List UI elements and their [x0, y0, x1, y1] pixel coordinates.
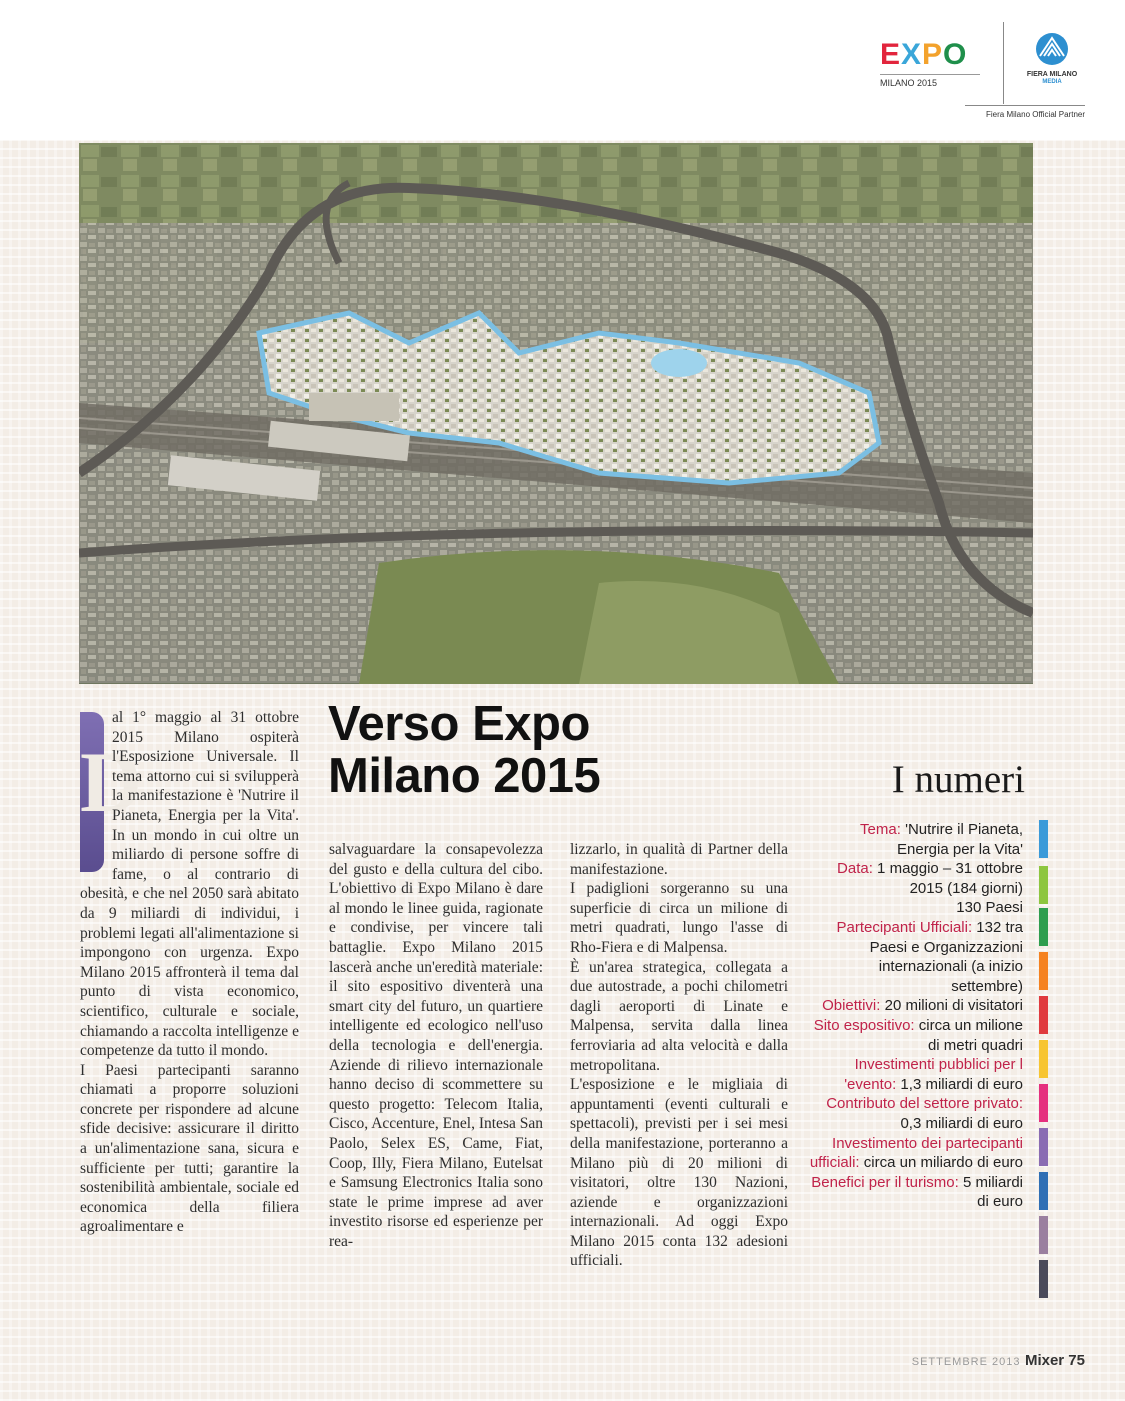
article-column-3: [570, 840, 788, 1271]
fact-sito: [805, 1016, 1023, 1055]
fact-value: 130 Paesi: [956, 899, 1023, 917]
fact-value: 1 maggio – 31 ottobre 2015 (184 giorni): [872, 860, 1023, 897]
article-title: Verso Expo Milano 2015: [328, 697, 601, 803]
fact-investimento-partecipanti: [805, 1134, 1023, 1173]
fact-data: [805, 859, 1023, 898]
stripe-2: [1039, 866, 1048, 904]
stripe-7: [1039, 1084, 1048, 1122]
stripe-8: [1039, 1128, 1048, 1166]
fact-investimenti-pubblici: [805, 1055, 1023, 1094]
dropcap-d: [80, 712, 143, 872]
fact-value: 132 tra Paesi e Organizzazioni internazionali (a inizio settembre): [869, 918, 1023, 995]
expo-letter-p: P: [922, 38, 942, 71]
fact-value: circa un miliardo di euro: [859, 1154, 1023, 1172]
stripe-3: [1039, 908, 1048, 946]
fact-label: Benefici per il turismo:: [811, 1173, 959, 1191]
header-divider: [1003, 22, 1004, 104]
fact-value: 1,3 miliardi di euro: [896, 1075, 1023, 1093]
dropcap-letter: D: [80, 734, 143, 830]
sidebar-numbers: [805, 820, 1023, 1212]
expo-letter-o: O: [943, 38, 966, 71]
stripe-4: [1039, 952, 1048, 990]
fact-obiettivi: [805, 996, 1023, 1016]
column-3-paragraph-1: lizzarlo, in qualità di Partner della manifestazione.: [570, 841, 788, 878]
stripe-6: [1039, 1040, 1048, 1078]
fact-value: 0,3 miliardi di euro: [900, 1114, 1023, 1132]
stripe-11: [1039, 1260, 1048, 1298]
stripe-9: [1039, 1172, 1048, 1210]
fact-partecipanti: [805, 918, 1023, 996]
page-header: [0, 0, 1125, 140]
page-footer: [870, 1352, 1085, 1370]
column-2-paragraph-1: salvaguardare la consapevolezza del gusto e della cultura del cibo. L'obiettivo di Expo Milano è dare al mondo le linee guida, ragionate e condivise, per vincere tali battaglie. Expo Milano 2015 lascerà anche un'eredità materiale: il sito espositivo diventerà una smart city del futuro, un quartiere intelligente ed ecologico nell'uso della tecnologia e dell'energia. Aziende di rilievo internazionale hanno deciso di scommettere su questo progetto: Telecom Italia, Cisco, Accenture, Enel, Intesa San Paolo, Selex ES, Came, Fiat, Coop, Illy, Fiera Milano, Eutelsat e Samsung Electronics Italia sono state le prime imprese ad aver investito risorse ed esperienze per rea-: [329, 841, 543, 1250]
expo-letter-x: X: [901, 38, 921, 71]
expo-city-label: MILANO 2015: [880, 74, 980, 88]
fact-contributo-privato: [805, 1094, 1023, 1133]
expo-letter-e: E: [880, 38, 900, 71]
column-1-paragraph-1: al 1° maggio al 31 ottobre 2015 Milano ospiterà l'Esposizione Universale. Il tema attorno cui si svilupperà la manifestazione è 'Nutrire il Pianeta, Energia per la Vita'. In un mondo in cui oltre un miliardo di persone soffre di fame, o al contrario di obesità, e che nel 2050 sarà abitato da 9 miliardi di individui, i problemi legati all'alimentazione si impongono con urgenza. Expo Milano 2015 affronterà il tema dal punto di vista economico, scientifico, culturale e sociale, chiamando a raccolta intelligenze e competenze da tutto il mondo.: [80, 709, 299, 1060]
sidebar-title: I numeri: [891, 758, 1025, 801]
fact-label: Data:: [837, 860, 873, 878]
expo-milano-logo: [880, 40, 990, 96]
partner-rule: [965, 105, 1085, 106]
fact-turismo: [805, 1173, 1023, 1212]
stripe-10: [1039, 1216, 1048, 1254]
fiera-name: FIERA MILANO: [1026, 71, 1078, 78]
fact-label: Obiettivi:: [822, 997, 881, 1015]
fiera-mark-icon: [1032, 32, 1072, 66]
fact-label: Investimenti pubblici per l 'evento:: [844, 1056, 1023, 1093]
fact-value: 5 miliardi di euro: [958, 1173, 1023, 1211]
aerial-photo: [79, 143, 1033, 684]
column-3-paragraph-2: I padiglioni sorgeranno su una superficie di circa un milione di metri quadrati, lungo l'asse di Rho-Fiera e di Malpensa.: [570, 880, 788, 956]
column-3-paragraph-3: È un'area strategica, collegata a due autostrade, a pochi chilometri dagli aeroporti di Linate e Malpensa, servita dalla linea ferroviaria ad alta velocità e dalla metropolitana.: [570, 958, 788, 1074]
fact-label: Partecipanti Ufficiali:: [836, 918, 973, 936]
stripe-1: [1039, 820, 1048, 858]
fact-label: Sito espositivo:: [813, 1016, 915, 1034]
fact-value: circa un milione di metri quadri: [914, 1016, 1023, 1054]
stripe-5: [1039, 996, 1048, 1034]
partner-text: Fiera Milano Official Partner: [986, 110, 1085, 119]
fact-value: 20 milioni di visitatori: [880, 997, 1023, 1015]
magazine-page: Mixer 75: [1024, 1352, 1085, 1369]
fact-paesi: [805, 898, 1023, 918]
fact-label: Investimento dei partecipanti ufficiali:: [809, 1134, 1023, 1172]
fiera-milano-media-logo: [1022, 32, 1082, 88]
fact-value: 'Nutrire il Pianeta, Energia per la Vita': [897, 821, 1023, 858]
article-column-1: [80, 708, 299, 1237]
fact-label: Tema:: [860, 821, 901, 838]
fact-label: Contributo del settore privato:: [826, 1095, 1023, 1113]
column-1-paragraph-2: I Paesi partecipanti saranno chiamati a proporre soluzioni concrete per rispondere ad alcune sfide decisive: assicurare il diritto a un'alimentazione sana, sicura e sufficiente per tutti; garantire la sostenibilità ambientale, sociale ed economica della filiera agroalimentare e: [80, 1061, 299, 1236]
article-column-2: [329, 840, 543, 1251]
aerial-photo-illustration: [79, 143, 1033, 684]
column-3-paragraph-4: L'esposizione e le migliaia di appuntamenti (eventi culturali e spettacoli), previsti per i sei mesi della manifestazione, porteranno a Milano più di 20 milioni di visitatori, oltre 130 Nazioni, aziende e organizzazioni internazionali. Ad oggi Expo Milano 2015 conta 132 adesioni ufficiali.: [570, 1076, 788, 1270]
fact-tema: [805, 820, 1023, 859]
expo-wordmark: [880, 40, 990, 70]
fiera-media: MEDIA: [1042, 79, 1062, 85]
issue-date: SETTEMBRE 2013: [911, 1356, 1021, 1368]
